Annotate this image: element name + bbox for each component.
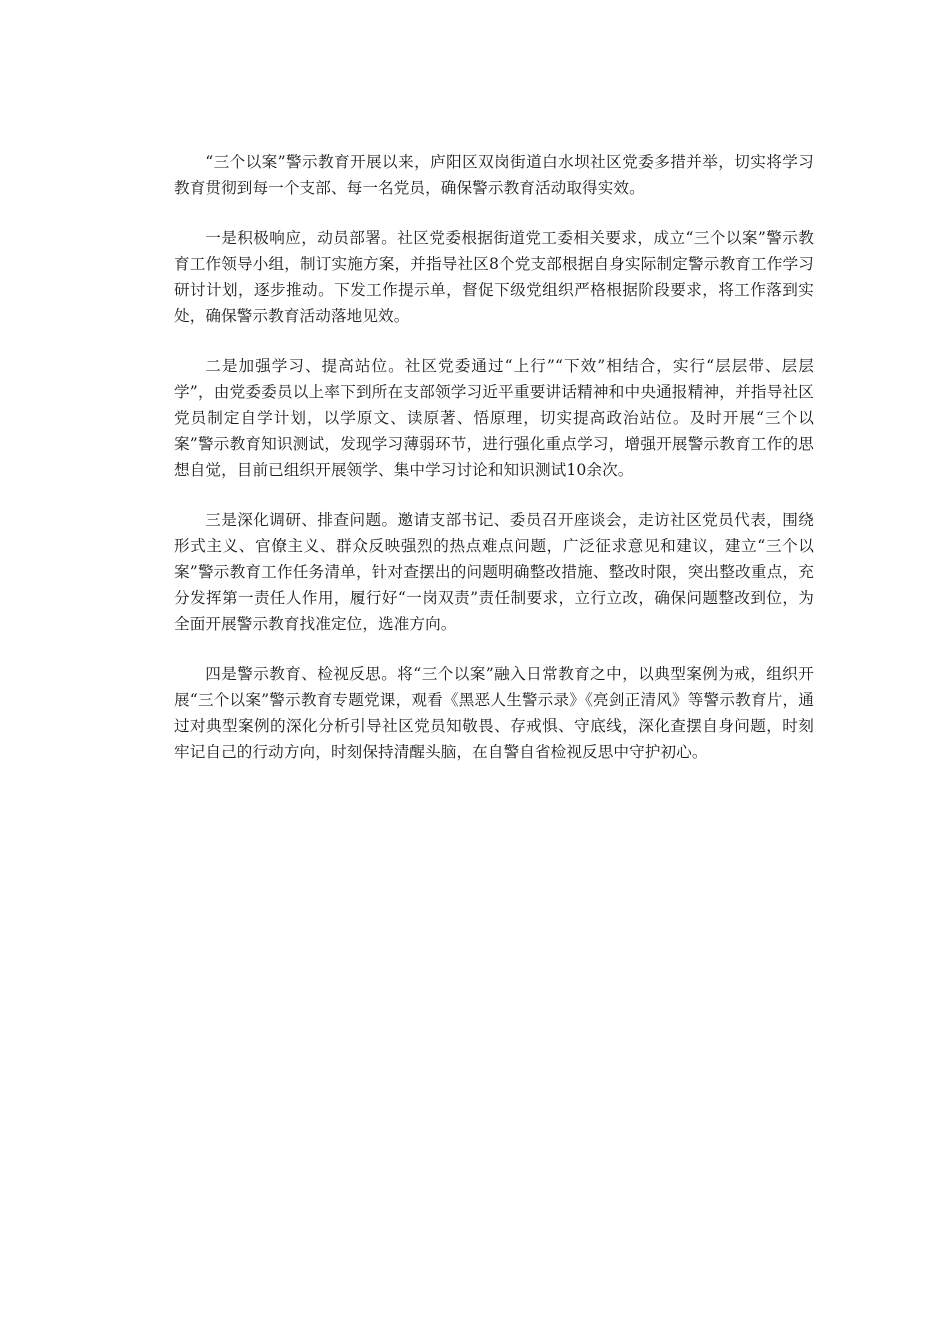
paragraph-point-four: 四是警示教育、检视反思。将“三个以案”融入日常教育之中，以典型案例为戒，组织开展“三个以案”警示教育专题党课，观看《黑恶人生警示录》《亮剑正清风》等警示教育片，通过对典型案例的深化分析引导社区党员知敬畏、存戒惧、守底线，深化查摆自身问题，时刻牢记自己的行动方向，时刻保持清醒头脑，在自警自省检视反思中守护初心。 (174, 665, 814, 761)
paragraph-point-three: 三是深化调研、排查问题。邀请支部书记、委员召开座谈会，走访社区党员代表，围绕形式主义、官僚主义、群众反映强烈的热点难点问题，广泛征求意见和建议，建立“三个以案”警示教育工作任务清单，针对查摆出的问题明确整改措施、整改时限，突出整改重点，充分发挥第一责任人作用，履行好“一岗双责”责任制要求，立行立改，确保问题整改到位，为全面开展警示教育找准定位，选准方向。 (174, 511, 814, 633)
paragraph-point-two: 二是加强学习、提高站位。社区党委通过“上行”“下效”相结合，实行“层层带、层层学”，由党委委员以上率下到所在支部领学习近平重要讲话精神和中央通报精神，并指导社区党员制定自学计划，以学原文、读原著、悟原理，切实提高政治站位。及时开展“三个以案”警示教育知识测试，发现学习薄弱环节，进行强化重点学习，增强开展警示教育工作的思想自觉，目前已组织开展领学、集中学习讨论和知识测试10余次。 (174, 357, 814, 479)
paragraph-intro: “三个以案”警示教育开展以来，庐阳区双岗街道白水坝社区党委多措并举，切实将学习教育贯彻到每一个支部、每一名党员，确保警示教育活动取得实效。 (174, 153, 814, 197)
document-body (174, 149, 814, 789)
paragraph-point-one: 一是积极响应，动员部署。社区党委根据街道党工委相关要求，成立“三个以案”警示教育工作领导小组，制订实施方案，并指导社区8个党支部根据自身实际制定警示教育工作学习研讨计划，逐步推动。下发工作提示单，督促下级党组织严格根据阶段要求，将工作落到实处，确保警示教育活动落地见效。 (174, 229, 814, 325)
